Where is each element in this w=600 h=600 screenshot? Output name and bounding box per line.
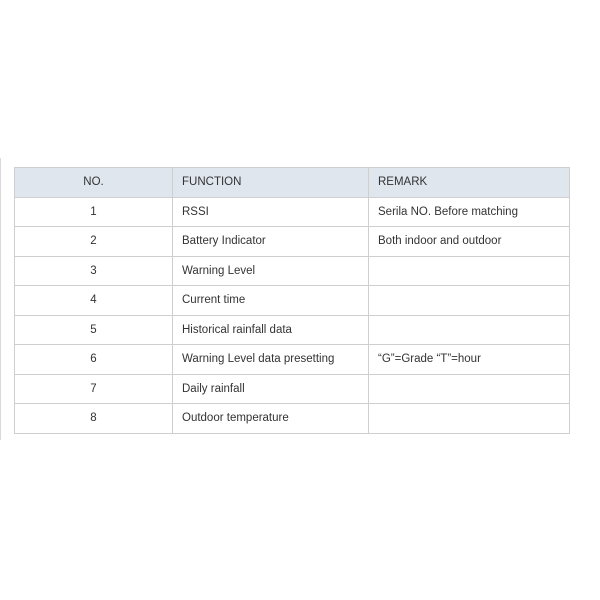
cell-no: 4: [15, 286, 173, 316]
cell-function: RSSI: [173, 197, 369, 227]
cell-function: Warning Level: [173, 256, 369, 286]
cell-function: Outdoor temperature: [173, 404, 369, 434]
table-header-row: [15, 168, 570, 198]
left-divider: [0, 158, 1, 440]
cell-no: 5: [15, 315, 173, 345]
table-row: [15, 256, 570, 286]
cell-remark: Both indoor and outdoor: [369, 227, 570, 257]
cell-remark: [369, 315, 570, 345]
table-row: [15, 374, 570, 404]
header-remark: REMARK: [369, 168, 570, 198]
cell-function: Historical rainfall data: [173, 315, 369, 345]
cell-function: Daily rainfall: [173, 374, 369, 404]
cell-no: 7: [15, 374, 173, 404]
cell-no: 1: [15, 197, 173, 227]
cell-remark: Serila NO. Before matching: [369, 197, 570, 227]
table-row: [15, 197, 570, 227]
cell-function: Warning Level data presetting: [173, 345, 369, 375]
cell-remark: [369, 286, 570, 316]
cell-no: 8: [15, 404, 173, 434]
table-row: [15, 345, 570, 375]
cell-no: 6: [15, 345, 173, 375]
header-function: FUNCTION: [173, 168, 369, 198]
cell-no: 2: [15, 227, 173, 257]
cell-function: Current time: [173, 286, 369, 316]
table-row: [15, 404, 570, 434]
cell-no: 3: [15, 256, 173, 286]
cell-function: Battery Indicator: [173, 227, 369, 257]
table-row: [15, 227, 570, 257]
table-row: [15, 315, 570, 345]
cell-remark: [369, 404, 570, 434]
header-no: NO.: [15, 168, 173, 198]
cell-remark: [369, 374, 570, 404]
cell-remark: “G”=Grade “T”=hour: [369, 345, 570, 375]
table-row: [15, 286, 570, 316]
cell-remark: [369, 256, 570, 286]
function-table: [14, 167, 570, 434]
